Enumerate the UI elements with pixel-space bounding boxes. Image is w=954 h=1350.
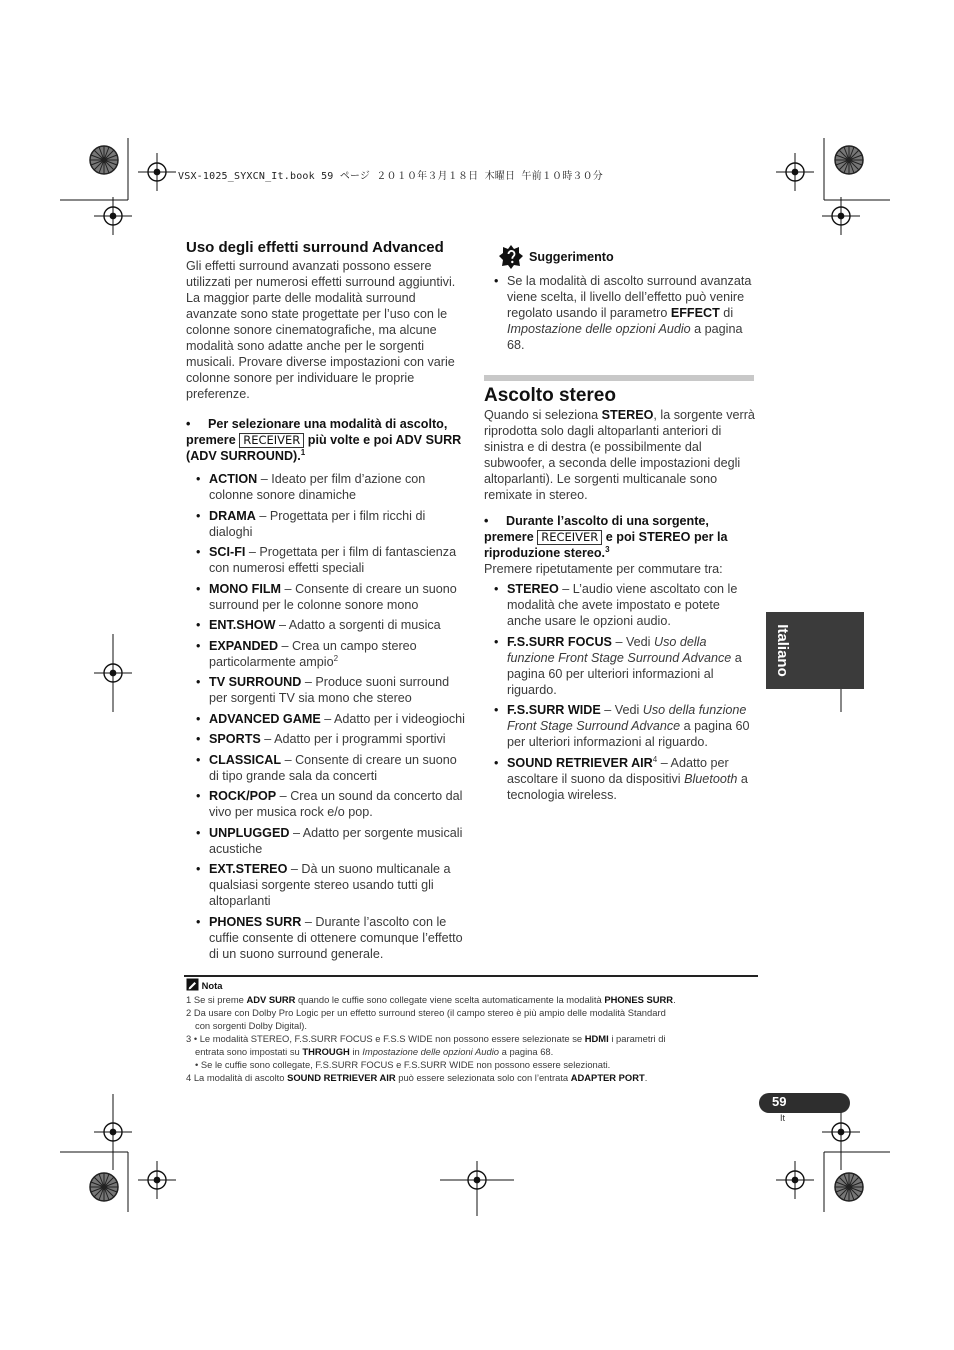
notes-title-row [186,978,758,992]
mode-item: • PHONES SURR – Durante l’ascolto con le cuffie consente di ottenere comunque l’effetto di un suono surround generale. [186,914,466,962]
note-4: 4 La modalità di ascolto SOUND RETRIEVER AIR può essere selezionata solo con l’entrata ADAPTER PORT. [186,1072,648,1083]
left-column [186,239,466,966]
stereo-option-item: • STEREO – L’audio viene ascoltato con le modalità che avete impostato e potete anche usare le opzioni audio. [484,581,756,629]
mode-item: • EXPANDED – Crea un campo stereo particolarmente ampio$^2$ [186,638,466,670]
mode-item: • DRAMA – Progettata per i film ricchi di dialoghi [186,508,466,540]
mode-item: • MONO FILM – Consente di creare un suono surround per le colonne sonore mono [186,581,466,613]
notes-title: Nota [201,980,223,991]
mode-list [186,471,466,962]
note-2-cont: con sorgenti Dolby Digital). [195,1020,308,1031]
note-2: 2 Da usare con Dolby Pro Logic per un effetto surround stereo (il campo stereo è più ampio delle modalità Standard [186,1007,666,1018]
note-icon [186,978,199,991]
note-3: 3 • Le modalità STEREO, F.S.SURR FOCUS e F.S.S WIDE non possono essere selezionate se HDMI i parametri di [186,1033,666,1044]
page-language-code: It [780,1113,786,1123]
repeat-text: Premere ripetutamente per commutare tra: [484,562,723,576]
file-header: VSX-1025_SYXCN_It.book 59 ページ ２０１０年３月１８日 木曜日 午前１０時３０分 [178,171,603,182]
note-3-bullet: • Se le cuffie sono collegate, F.S.SURR FOCUS e F.S.SURR WIDE non possono essere selezionati. [195,1059,611,1070]
section-subtitle: Uso degli effetti surround Advanced [186,239,444,256]
stereo-option-list [484,581,756,803]
mode-item: • ACTION – Ideato per film d’azione con colonne sonore dinamiche [186,471,466,503]
notes [186,978,758,1084]
note-1: 1 Se si preme ADV SURR quando le cuffie sono collegate viene scelta automaticamente la modalità PHONES SURR. [186,994,676,1005]
stereo-option-item: • F.S.SURR FOCUS – Vedi Uso della funzione Front Stage Surround Advance a pagina 60 per ulteriori informazioni al riguardo. [484,634,756,698]
mode-item: • SPORTS – Adatto per i programmi sportivi [186,731,466,747]
tip-content [484,273,756,358]
language-label: Italiano [773,624,791,677]
instruction-text-b: più volte e poi ADV SURR (ADV SURROUND). [186,433,462,463]
tip-icon [498,244,524,270]
mode-item: • ADVANCED GAME – Adatto per i videogiochi [186,711,466,727]
mode-item: • CLASSICAL – Consente di creare un suono di tipo grande sala da concerti [186,752,466,784]
mode-item: • TV SURROUND – Produce suoni surround per sorgenti TV sia mono che stereo [186,674,466,706]
stereo-instruction: • Durante l’ascolto di una sorgente, premere RECEIVER e poi STEREO per la riproduzione stereo.$^3$ [484,514,728,560]
mode-item: • EXT.STEREO – Dà un suono multicanale a qualsiasi sorgente stereo usando tutti gli altoparlanti [186,861,466,909]
section-title: Ascolto stereo [484,385,616,406]
stereo-option-item: • SOUND RETRIEVER AIR$^4$ – Adatto per ascoltare il suono da dispositivi Bluetooth a tecnologia wireless. [484,755,756,803]
footnote-ref: 1 [300,447,306,457]
stereo-intro: Quando si seleziona STEREO, la sorgente verrà riprodotta solo dagli altoparlanti anteriori di sinistra e di destra (e possibilmente dal subwoofer, a seconda delle impostazioni degli altoparlanti). Le sorgenti multicanale sono remixate in stereo. [484,408,755,502]
mode-item: • ENT.SHOW – Adatto a sorgenti di musica [186,617,466,633]
tip-item: • Se la modalità di ascolto surround avanzata viene scelta, il livello dell’effetto può venire regolato usando il parametro EFFECT di Impostazione delle opzioni Audio a pagina 68. [484,273,756,353]
right-column [484,385,756,807]
instruction-bullet: • [186,417,191,431]
intro-paragraph: Gli effetti surround avanzati possono essere utilizzati per numerosi effetti surround aggiuntivi. La maggior parte delle modalità surround avanzate sono state progettate per l’uso con le colonne sonore cinematografiche, ma alcune modalità sono adatte anche per le sorgenti musicali. Provare diverse impostazioni con varie colonne sonore per individuare le proprie preferenze. [186,259,456,401]
note-3-cont: entrata sono impostati su THROUGH in Impostazione delle opzioni Audio a pagina 68. [195,1046,554,1057]
mode-item: • ROCK/POP – Crea un sound da concerto dal vivo per musica rock e/o pop. [186,788,466,820]
receiver-key: RECEIVER [537,530,602,545]
tip-title: Suggerimento [529,250,614,264]
receiver-key: RECEIVER [239,433,304,448]
section-divider [484,375,754,381]
instruction-text-a: Per selezionare una modalità di ascolto, premere [186,417,448,447]
page-number: 59 [772,1094,787,1109]
instruction [186,416,466,464]
notes-rule [184,975,758,977]
mode-item: • SCI-FI – Progettata per i film di fantascienza con numerosi effetti speciali [186,544,466,576]
mode-item: • UNPLUGGED – Adatto per sorgente musicali acustiche [186,825,466,857]
stereo-option-item: • F.S.SURR WIDE – Vedi Uso della funzione Front Stage Surround Advance a pagina 60 per ulteriori informazioni al riguardo. [484,702,756,750]
